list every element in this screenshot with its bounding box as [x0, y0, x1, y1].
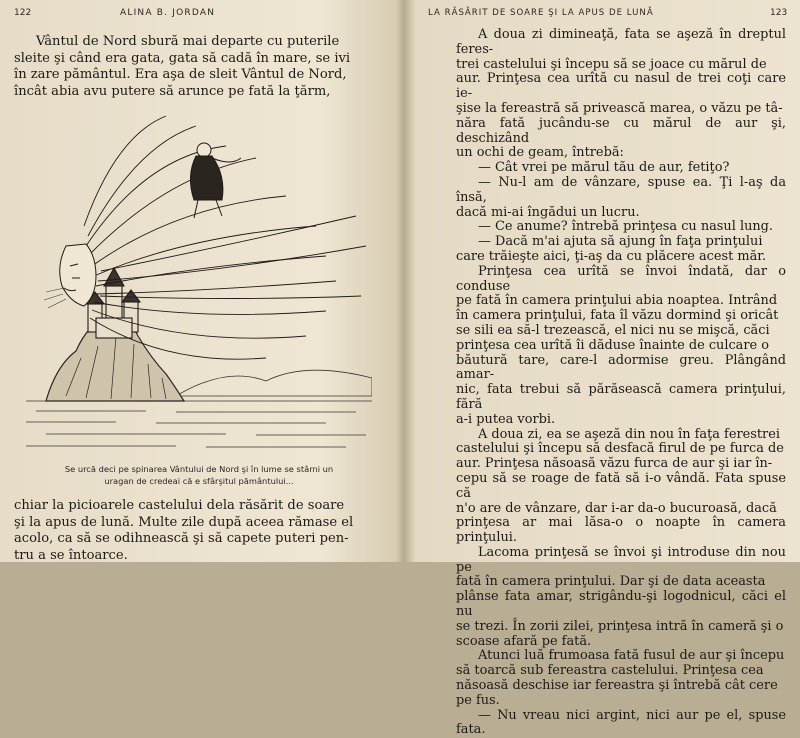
text-line: Vântul de Nord sbură mai departe cu puterile	[36, 34, 340, 49]
text-line: — Nu vreau nici argint, nici aur pe el, spuse fata.	[456, 707, 786, 738]
left-page	[0, 0, 398, 562]
left-running-header: ALINA B. JORDAN	[120, 8, 216, 18]
text-line: Prinţesa cea urîtă se învoi îndată, dar o conduse	[456, 263, 786, 294]
text-line: în camera prinţului, fata îl văzu dormind şi oricât	[456, 308, 779, 324]
right-page	[404, 0, 800, 738]
text-line: sleite şi când era gata, gata să cadă în mare, se ivi	[14, 50, 351, 66]
text-line: năsoasă deschise iar fereastra şi întrebă cât cere	[456, 678, 778, 694]
text-line: se trezi. În zorii zilei, prinţesa intră în cameră şi o	[456, 618, 784, 634]
text-line: prinţesa ar mai lăsa-o o noapte în camera prinţului.	[456, 515, 786, 546]
text-line: un ochi de geam, întrebă:	[456, 145, 624, 161]
text-line: aur. Prinţesa năsoasă văzu furca de aur şi iar în-	[456, 456, 773, 472]
text-line: acolo, ca să se odihnească şi să capete puteri pen-	[14, 531, 349, 547]
text-line: n'o are de vânzare, dar i-ar da-o bucuroasă, dacă	[456, 500, 777, 516]
text-line: scoase afară pe fată.	[456, 633, 592, 649]
text-line: castelului şi începu să desfacă firul de pe furca de	[456, 441, 784, 457]
wind-face	[60, 244, 96, 306]
right-page-number: 123	[770, 8, 788, 18]
text-line: Atunci luă frumoasa fată fusul de aur şi începu	[478, 648, 785, 664]
text-line: A doua zi, ea se aşeză din nou în faţa ferestrei	[478, 426, 780, 442]
right-page-text	[456, 28, 786, 738]
text-line: — Dacă m'ai ajuta să ajung în faţa prinţului	[478, 234, 763, 250]
text-line: cepu să se roage de fată să i-o vândă. Fata spuse că	[456, 470, 786, 501]
text-line: să toarcă sub fereastra castelului. Prinţesa cea	[456, 663, 764, 679]
text-line: şi la apus de lună. Multe zile după aceea rămase el	[14, 514, 354, 530]
left-top-paragraph	[14, 34, 384, 100]
text-line: care trăieşte aici, ţi-aş da cu plăcere acest măr.	[456, 248, 767, 264]
text-line: pe fată în camera prinţului abia noaptea. Intrând	[456, 293, 778, 309]
text-line: nic, fata trebui să părăsească camera prinţului, fără	[456, 382, 786, 412]
sea-lines	[26, 401, 372, 447]
text-line: băutură tare, care-l adormise greu. Plângând amar-	[456, 352, 786, 383]
text-line: dacă mi-ai îngădui un lucru.	[456, 204, 640, 220]
caption-line: Se urcă deci pe spinarea Vântului de Nord şi în lume se stârni un	[64, 464, 334, 474]
text-line: şise la fereastră să privească marea, o văzu pe tâ-	[456, 100, 783, 116]
text-line: fată în camera prinţului. Dar şi de data aceasta	[456, 574, 766, 590]
text-line: pe fus.	[456, 692, 500, 708]
text-line: — Ce anume? întrebă prinţesa cu nasul lung.	[478, 219, 774, 235]
left-page-number: 122	[14, 8, 32, 18]
text-line: chiar la picioarele castelului dela răsărit de soare	[14, 498, 345, 513]
text-line: încât abia avu putere să arunce pe fată la ţărm,	[14, 83, 331, 99]
wind-breath	[44, 288, 66, 308]
text-line: năra fată jucându-se cu mărul de aur şi, deschizând	[456, 115, 786, 146]
text-line: — Cât vrei pe mărul tău de aur, fetiţo?	[478, 160, 730, 176]
right-running-header: LA RĂSĂRIT DE SOARE ŞI LA APUS DE LUNĂ	[428, 8, 654, 18]
text-line: A doua zi dimineaţă, fata se aşeză în dreptul feres-	[456, 27, 786, 57]
girl-figure	[190, 143, 241, 218]
text-line: Lacoma prinţesă se învoi şi introduse din nou pe	[456, 544, 786, 575]
illustration-caption	[14, 463, 384, 487]
illustration-north-wind	[26, 96, 372, 458]
text-line: tru a se întoarce.	[14, 547, 128, 563]
text-line: a-i putea vorbi.	[456, 411, 556, 427]
caption-line: uragan de credeai că e sfârşitul pământului...	[104, 476, 294, 486]
mountains	[176, 370, 372, 396]
text-line: în zare pământul. Era aşa de sleit Vântul de Nord,	[14, 67, 347, 83]
text-line: — Nu-l am de vânzare, spuse ea. Ţi l-aş da însă,	[456, 174, 786, 205]
text-line: prinţesa cea urîtă îi dăduse înainte de culcare o	[456, 337, 770, 353]
text-line: trei castelului şi începu să se joace cu mărul de	[456, 56, 767, 72]
text-line: se sili ea să-l trezească, el nici nu se mişcă, căci	[456, 322, 770, 338]
left-bottom-paragraph	[14, 498, 384, 564]
text-line: plânse fata amar, strigându-şi logodnicul, căci el nu	[456, 589, 786, 620]
text-line: aur. Prinţesa cea urîtă cu nasul de trei coţi care ie-	[456, 71, 786, 102]
